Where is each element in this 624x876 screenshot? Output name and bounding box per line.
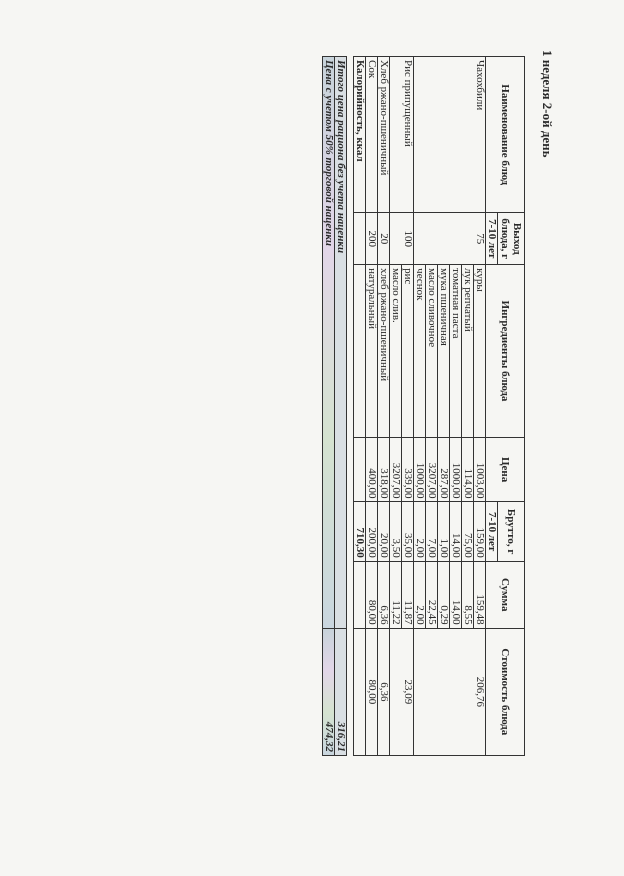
dish-name: Сок — [366, 57, 378, 213]
sum: 80,00 — [366, 561, 378, 628]
dish-name: Рис припущенный — [390, 57, 414, 213]
dish-cost: 80,00 — [366, 628, 378, 755]
price: 3207,00 — [426, 437, 438, 502]
dish-yield: 20 — [378, 213, 390, 265]
header-sum: Сумма — [486, 561, 525, 628]
total-markup-value: 474,32 — [323, 628, 335, 755]
ingredient: чеснок — [414, 265, 426, 438]
gross: 20,00 — [378, 502, 390, 561]
price: 339,00 — [402, 437, 414, 502]
header-yield: Выход блюда, г — [498, 213, 525, 265]
price: 400,00 — [366, 437, 378, 502]
gross: 35,00 — [402, 502, 414, 561]
ingredient: лук репчатый — [462, 265, 474, 438]
gross: 1,00 — [438, 502, 450, 561]
gross: 200,00 — [366, 502, 378, 561]
header-price: Цена — [486, 437, 525, 502]
price: 114,00 — [462, 437, 474, 502]
sum: 6,36 — [378, 561, 390, 628]
sum: 11,87 — [402, 561, 414, 628]
gross: 3,50 — [390, 502, 402, 561]
sum: 22,45 — [426, 561, 438, 628]
gross: 2,00 — [414, 502, 426, 561]
header-gross-age: 7-10 лет — [486, 502, 498, 561]
ingredient: хлеб ржано-пшеничный — [378, 265, 390, 438]
ingredient: масло сливочное — [426, 265, 438, 438]
dish-cost: 6,36 — [378, 628, 390, 755]
ingredient: куры — [474, 265, 486, 438]
calories-label: Калорийность, ккал — [354, 57, 366, 213]
header-dish: Наименование блюд — [486, 57, 525, 213]
header-yield-age: 7-10 лет — [486, 213, 498, 265]
sum: 8,55 — [462, 561, 474, 628]
dish-yield: 75 — [414, 213, 486, 265]
header-gross: Брутто, г — [498, 502, 525, 561]
menu-table — [322, 56, 525, 756]
header-ingredients: Ингредиенты блюда — [486, 265, 525, 438]
sum: 159,48 — [474, 561, 486, 628]
sum: 14,00 — [450, 561, 462, 628]
ingredient: натуральный — [366, 265, 378, 438]
price: 318,00 — [378, 437, 390, 502]
gross: 7,00 — [426, 502, 438, 561]
ingredient: мука пшеничная — [438, 265, 450, 438]
price: 287,00 — [438, 437, 450, 502]
total-label: Итого цена рациона без учета наценки — [335, 57, 347, 629]
dish-yield: 100 — [390, 213, 414, 265]
ingredient: рис — [402, 265, 414, 438]
dish-cost: 206,76 — [414, 628, 486, 755]
dish-name: Чахохбили — [414, 57, 486, 213]
price: 1000,00 — [450, 437, 462, 502]
gross: 14,00 — [450, 502, 462, 561]
calories-value: 710,30 — [354, 502, 366, 561]
rotated-document — [0, 40, 555, 760]
price: 1003,00 — [474, 437, 486, 502]
ingredient: томатная паста — [450, 265, 462, 438]
dish-cost: 23,09 — [390, 628, 414, 755]
total-value: 316,21 — [335, 628, 347, 755]
header-cost: Стоимость блюда — [486, 628, 525, 755]
gross: 159,00 — [474, 502, 486, 561]
sum: 11,22 — [390, 561, 402, 628]
page-title: 1 неделя 2-ой день — [540, 50, 555, 158]
sum: 2,00 — [414, 561, 426, 628]
total-markup-label: Цена с учетом 50% торговой наценки — [323, 57, 335, 629]
price: 3207,00 — [390, 437, 402, 502]
ingredient: масло слив. — [390, 265, 402, 438]
sum: 0,29 — [438, 561, 450, 628]
dish-yield: 200 — [366, 213, 378, 265]
dish-name: Хлеб ржано-пшеничный — [378, 57, 390, 213]
price: 1000,00 — [414, 437, 426, 502]
gross: 75,00 — [462, 502, 474, 561]
